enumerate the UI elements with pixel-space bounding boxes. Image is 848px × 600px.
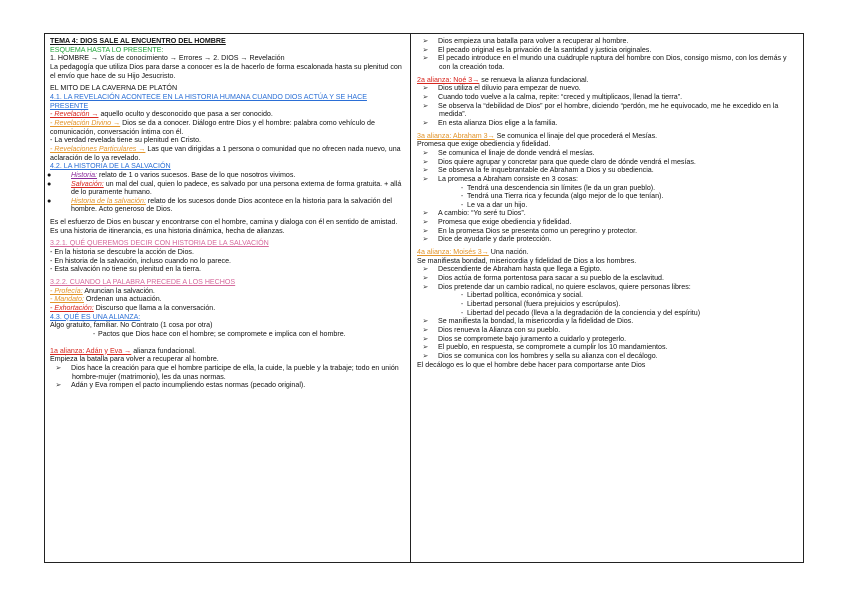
arrow-bullet-icon: ➢ <box>422 351 429 360</box>
list-item-text: Dios actúa de forma portentosa para sacar a su pueblo de la esclavitud. <box>438 274 664 283</box>
historia-salvacion-item <box>47 196 405 214</box>
alianza-3-label: 3a alianza: Abraham 3→ <box>417 131 495 140</box>
salvacion-text: un mal del cual, quien lo padece, es salvado por una persona externa de forma gratuita. + allá de lo puramente humano. <box>71 179 402 197</box>
list-item-text: Dios utiliza el diluvio para empezar de nuevo. <box>438 84 581 93</box>
topic-title: TEMA 4: DIOS SALE AL ENCUENTRO DEL HOMBRE <box>50 37 226 45</box>
list-item-text: Dios pretende dar un cambio radical, no quiere esclavos, quiere personas libres: <box>438 282 691 291</box>
list-item <box>50 381 405 390</box>
list-item-text: Se comunica el linaje de donde vendrá el mesías. <box>438 148 595 157</box>
alianza-1-text: alianza fundacional. <box>131 346 196 355</box>
list-item <box>417 102 798 119</box>
sub-list-item <box>417 291 798 300</box>
arrow-bullet-icon: ➢ <box>422 37 429 45</box>
arrow-bullet-icon: ➢ <box>422 101 429 110</box>
dash-bullet-icon: - <box>460 308 464 317</box>
itinerancia-paragraph: Es una historia de itinerancia, es una historia dinámica, hecha de alianzas. <box>50 226 285 235</box>
list-item: - En historia de la salvación, incluso cuando no lo parece. <box>50 256 231 265</box>
section-3-2-1-heading: 3.2.1. QUÉ QUEREMOS DECIR CON HISTORIA DE LA SALVACIÓN <box>50 239 269 248</box>
list-item <box>417 149 798 158</box>
sub-list-item <box>417 300 798 309</box>
profecia-item <box>50 287 405 296</box>
dash-bullet-icon: - <box>460 300 464 309</box>
list-item <box>417 265 798 274</box>
arrow-bullet-icon: ➢ <box>422 235 429 244</box>
historia-salvacion-term: Historia de la salvación: <box>71 196 146 205</box>
round-bullet-icon: ● <box>47 170 52 179</box>
salvacion-term: Salvación: <box>71 179 104 188</box>
revelacion-divino-def <box>50 119 405 136</box>
section-4-1-heading: 4.1. LA REVELACIÓN ACONTECE EN LA HISTORIA HUMANA CUANDO DIOS ACTÚA Y SE HACE PRESENTE <box>50 92 367 110</box>
sub-list-item <box>417 309 798 318</box>
list-item-text: Dios renueva la Alianza con su pueblo. <box>438 326 561 334</box>
sub-list-item-text: Libertad personal (fuera prejuicios y escrúpulos). <box>467 300 621 309</box>
esfuerzo-paragraph: Es el esfuerzo de Dios en buscar y encontrarse con el hombre, camina y dialoga con él en sentido de amistad. <box>50 218 398 227</box>
salvacion-item <box>47 179 405 197</box>
list-item-text: Dice de ayudarle y darle protección. <box>438 235 552 244</box>
list-item <box>50 364 405 381</box>
list-item <box>417 218 798 227</box>
list-item <box>417 343 798 352</box>
alianza-3-heading <box>417 132 798 141</box>
list-item <box>417 119 798 128</box>
round-bullet-icon: ● <box>47 179 52 188</box>
arrow-bullet-icon: ➢ <box>422 282 429 291</box>
sub-list-item-text: Libertad del pecado (lleva a la degradación de la conciencia y del espíritu) <box>467 308 701 317</box>
alianza-4-heading <box>417 248 798 257</box>
list-item-text: Dios quiere agrupar y concretar para que quede claro de dónde vendrá el mesías. <box>438 157 696 166</box>
left-column <box>45 34 411 562</box>
list-item-text: El pecado introduce en el mundo una cuádruple ruptura del hombre con Dios, consigo mismo, con los demás y con la creación toda. <box>438 54 787 71</box>
verdad-line: - La verdad revelada tiene su plenitud en Cristo. <box>50 136 202 145</box>
arrow-bullet-icon: ➢ <box>422 334 429 343</box>
revelaciones-particulares-term: - Revelaciones Particulares → <box>50 144 146 153</box>
list-item: - Esta salvación no tiene su plenitud en la tierra. <box>50 265 202 274</box>
arrow-bullet-icon: ➢ <box>422 118 429 127</box>
alianza-definition: Algo gratuito, familiar. No Contrato (1 cosa por otra) <box>50 321 213 330</box>
revelacion-term: - Revelación → <box>50 110 99 119</box>
list-item: - En la historia se descubre la acción de Dios. <box>50 248 194 257</box>
dash-bullet-icon: - <box>460 192 464 201</box>
list-item <box>417 175 798 184</box>
alianza-1-heading <box>50 347 405 356</box>
arrow-bullet-icon: ➢ <box>422 166 429 175</box>
revelacion-divino-text: Dios se da a conocer. Diálogo entre Dios y el hombre: palabra como vehículo de comunicación, conversación íntima con él. <box>50 118 375 136</box>
section-4-3-heading: 4.3. QUÉ ES UNA ALIANZA: <box>50 312 141 321</box>
sub-list-item-text: Le va a dar un hijo. <box>467 200 528 209</box>
mandato-item <box>50 295 405 304</box>
arrow-bullet-icon: ➢ <box>422 148 429 157</box>
list-item-text: Dios empieza una batalla para volver a recuperar al hombre. <box>438 37 629 45</box>
list-item <box>417 46 798 55</box>
pedagogia-paragraph: La pedagogía que utiliza Dios para darse a conocer es la de hacerlo de forma escalonada hasta su plenitud con el envío que hace de su Hijo Jesucristo. <box>50 62 402 80</box>
historia-salvacion-text: relato de los sucesos donde Dios acontece en la historia para la salvación del hombre. Acto generoso de Dios. <box>71 196 392 214</box>
pactos-text: Pactos que Dios hace con el hombre; se compromete e implica con el hombre. <box>98 330 346 338</box>
list-item <box>417 235 798 244</box>
empieza-line: Empieza la batalla para volver a recuperar al hombre. <box>50 355 219 364</box>
arrow-bullet-icon: ➢ <box>422 45 429 54</box>
alianza-4-text: Una nación. <box>488 248 529 257</box>
list-item-text: Descendiente de Abraham hasta que llega a Egipto. <box>438 265 602 274</box>
esquema-line: 1. HOMBRE → Vías de conocimiento → Errores → 2. DIOS → Revelación <box>50 54 285 63</box>
list-item <box>417 335 798 344</box>
list-item-text: En la promesa Dios se presenta como un peregrino y protector. <box>438 226 638 235</box>
revelacion-divino-term: - Revelación Divino → <box>50 118 121 127</box>
esquema-heading: ESQUEMA HASTA LO PRESENTE: <box>50 45 164 54</box>
arrow-bullet-icon: ➢ <box>422 317 429 326</box>
list-item-text: Se manifiesta la bondad, la misericordia y la fidelidad de Dios. <box>438 317 634 326</box>
arrow-bullet-icon: ➢ <box>422 174 429 183</box>
list-item-text: En esta alianza Dios elige a la familia. <box>438 118 558 127</box>
list-item-text: Cuando todo vuelve a la calma, repite: “creced y multiplicaos, llenad la tierra”. <box>438 92 683 101</box>
mandato-term: - Mandato: <box>50 295 84 304</box>
section-3-2-2-heading: 3.2.2. CUANDO LA PALABRA PRECEDE A LOS HECHOS <box>50 278 236 287</box>
exhortacion-item <box>50 304 405 313</box>
list-item <box>417 37 798 46</box>
list-item <box>417 283 798 292</box>
revelaciones-particulares-def <box>50 145 405 162</box>
alianza-4-label: 4a alianza: Moisés 3→ <box>417 248 489 257</box>
sub-list-item-text: Libertad política, económica y social. <box>467 291 583 300</box>
sub-list-item <box>417 192 798 201</box>
arrow-bullet-icon: ➢ <box>422 209 429 218</box>
arrow-bullet-icon: ➢ <box>422 326 429 334</box>
mandato-text: Ordenan una actuación. <box>83 295 162 304</box>
list-item-text: La promesa a Abraham consiste en 3 cosas: <box>438 174 578 183</box>
profecia-term: - Profecía: <box>50 286 83 295</box>
list-item <box>417 93 798 102</box>
sub-list-item-text: Tendrá una Tierra rica y fecunda (algo mejor de lo que tenían). <box>467 192 664 201</box>
dash-bullet-icon: - <box>460 200 464 209</box>
list-item <box>417 209 798 218</box>
list-item-text: Se observa la “debilidad de Dios” por el hombre, diciendo “perdón, me he equivocado, me he excedido en la medida”. <box>438 101 779 119</box>
section-4-2-heading: 4.2. LA HISTORIA DE LA SALVACIÓN <box>50 162 171 171</box>
profecia-text: Anuncian la salvación. <box>82 286 155 295</box>
list-item-text: El pueblo, en respuesta, se compromete a cumplir los 10 mandamientos. <box>438 343 668 352</box>
alianza-3-text: Se comunica el linaje del que procederá el Mesías. <box>494 131 658 140</box>
historia-text: relato de 1 o varios sucesos. Base de lo que nosotros vivimos. <box>97 170 296 179</box>
arrow-bullet-icon: ➢ <box>422 157 429 166</box>
list-item-text: A cambio: “Yo seré tu Dios”. <box>438 209 526 218</box>
revelacion-def <box>50 110 405 119</box>
arrow-bullet-icon: ➢ <box>422 343 429 352</box>
pactos-line <box>50 330 405 339</box>
alianza-2-heading <box>417 76 798 85</box>
mito-heading: EL MITO DE LA CAVERNA DE PLATÓN <box>50 84 178 93</box>
right-column <box>411 34 803 562</box>
exhortacion-text: Discurso que llama a la conversación. <box>93 304 216 313</box>
arrow-bullet-icon: ➢ <box>422 265 429 274</box>
arrow-bullet-icon: ➢ <box>422 226 429 235</box>
sub-list-item <box>417 201 798 210</box>
document-page <box>44 33 804 563</box>
dash-bullet-icon: - <box>92 330 96 338</box>
revelacion-text: aquello oculto y desconocido que pasa a ser conocido. <box>98 110 273 119</box>
list-item <box>417 227 798 236</box>
arrow-bullet-icon: ➢ <box>422 92 429 101</box>
list-item <box>417 326 798 335</box>
list-item-text: Adán y Eva rompen el pacto incumpliendo estas normas (pecado original). <box>71 381 306 390</box>
round-bullet-icon: ● <box>47 196 52 205</box>
alianza-2-label: 2a alianza: Noé 3→ <box>417 75 480 84</box>
list-item <box>417 158 798 167</box>
arrow-bullet-icon: ➢ <box>55 381 62 390</box>
arrow-bullet-icon: ➢ <box>422 218 429 227</box>
manifiesta-line: Se manifiesta bondad, misericordia y fidelidad de Dios a los hombres. <box>417 256 637 265</box>
list-item <box>417 84 798 93</box>
arrow-bullet-icon: ➢ <box>422 274 429 283</box>
alianza-2-text: se renueva la alianza fundacional. <box>479 75 589 84</box>
dash-bullet-icon: - <box>460 183 464 192</box>
list-item-text: El pecado original es la privación de la santidad y justicia originales. <box>438 45 652 54</box>
revelaciones-particulares-text: Las que van dirigidas a 1 persona o comunidad que no ofrecen nada nuevo, una aclaración de lo ya revelado. <box>50 144 401 162</box>
arrow-bullet-icon: ➢ <box>422 54 429 63</box>
list-item <box>417 274 798 283</box>
arrow-bullet-icon: ➢ <box>55 363 62 372</box>
arrow-bullet-icon: ➢ <box>422 84 429 93</box>
promesa-line: Promesa que exige obediencia y fidelidad. <box>417 140 551 149</box>
sub-list-item <box>417 184 798 193</box>
list-item <box>417 317 798 326</box>
historia-item <box>47 170 405 180</box>
dash-bullet-icon: - <box>460 291 464 300</box>
sub-list-item-text: Tendrá una descendencia sin límites (le da un gran pueblo). <box>467 183 656 192</box>
historia-term: Historia: <box>71 170 98 179</box>
list-item <box>417 54 798 71</box>
decalogo-line: El decálogo es lo que el hombre debe hacer para comportarse ante Dios <box>417 360 646 369</box>
list-item <box>417 166 798 175</box>
exhortacion-term: - Exhortación: <box>50 304 94 313</box>
list-item-text: Se observa la fe inquebrantable de Abraham a Dios y su obediencia. <box>438 166 654 175</box>
alianza-1-label: 1a alianza: Adán y Eva → <box>50 346 132 355</box>
list-item-text: Dios hace la creación para que el hombre participe de ella, la cuide, la pueble y la trabaje; todo en unión hombre-mujer (matrimonio), les da unas normas. <box>71 363 399 381</box>
list-item-text: Promesa que exige obediencia y fidelidad. <box>438 218 572 227</box>
list-item-text: Dios se comunica con los hombres y sella su alianza con el decálogo. <box>438 351 658 360</box>
list-item <box>417 352 798 361</box>
list-item-text: Dios se compromete bajo juramento a cuidarlo y protegerlo. <box>438 334 627 343</box>
